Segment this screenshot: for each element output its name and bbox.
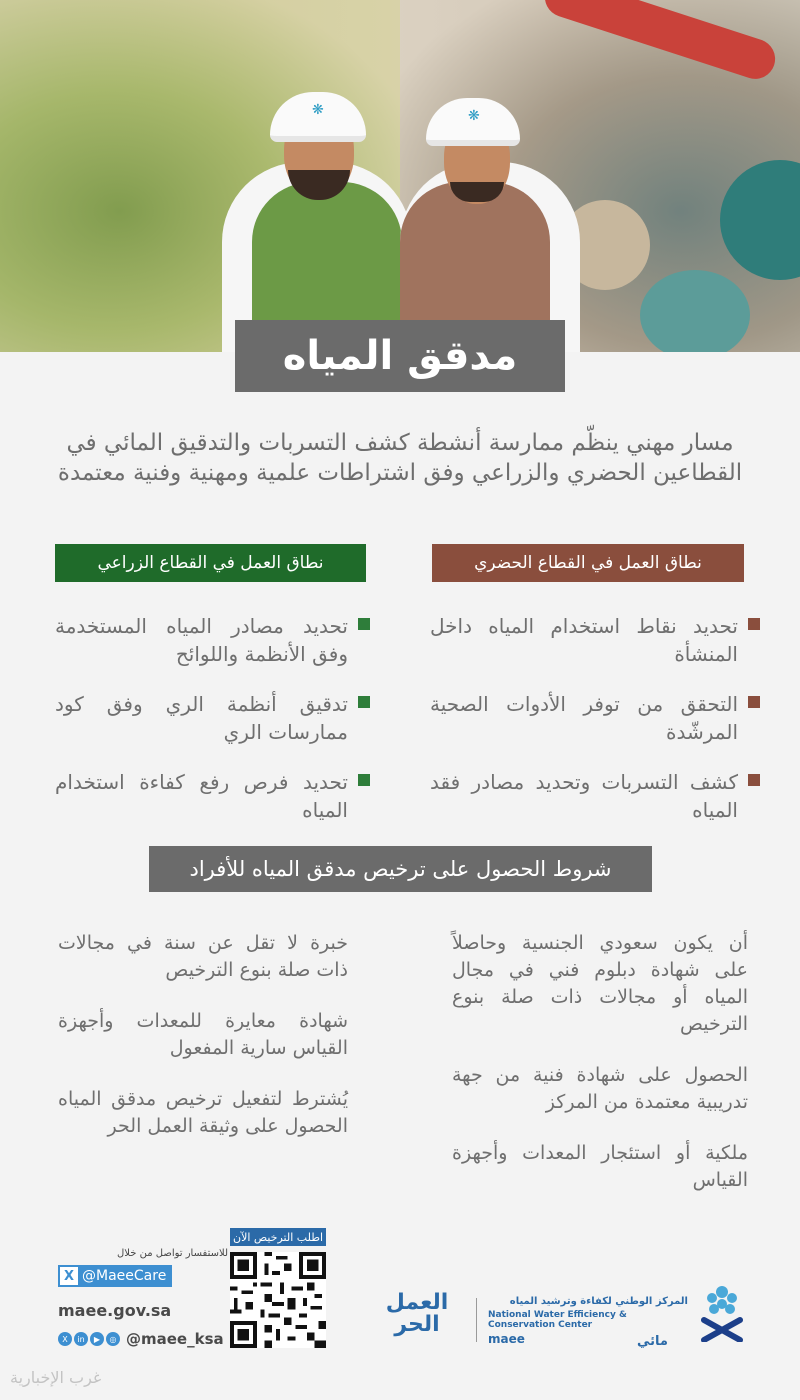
bullet-icon [748, 618, 760, 630]
center-name-ar: المركز الوطني لكفاءة وترشيد المياه [509, 1296, 688, 1307]
list-item: يُشترط لتفعيل ترخيص مدقق المياه الحصول على وثيقة العمل الحر [58, 1088, 348, 1137]
list-item: أن يكون سعودي الجنسية وحاصلاً على شهادة دبلوم فني في مجال المياه أو مجالات ذات صلة بنوع الترخيص [452, 932, 748, 1035]
bullet-icon [748, 696, 760, 708]
conditions-list-left [58, 930, 348, 1164]
maee-emblem-icon [698, 1282, 746, 1342]
bullet-icon [358, 696, 370, 708]
water-drop-logo-icon: ❋ [312, 102, 324, 118]
worker-green-vest [222, 52, 412, 352]
list-item: شهادة معايرة للمعدات وأجهزة القياس سارية المفعول [58, 1010, 348, 1059]
logo-divider [476, 1298, 477, 1342]
list-item: كشف التسربات وتحديد مصادر فقد المياه [430, 768, 760, 824]
youtube-icon[interactable]: ▶ [90, 1332, 104, 1346]
agri-scope-list [55, 612, 370, 846]
qr-label: اطلب الترخيص الآن [230, 1228, 326, 1246]
center-name-en: National Water Efficiency & Conservation Center [488, 1310, 627, 1330]
intro-text: مسار مهني ينظّم ممارسة أنشطة كشف التسربات والتدقيق المائي في القطاعين الحضري والزراعي وفق اشتراطات علمية ومهنية وفنية معتمدة [57, 430, 743, 486]
x-icon: X [60, 1267, 78, 1285]
instagram-icon[interactable]: ◎ [106, 1332, 120, 1346]
list-item: تحديد مصادر المياه المستخدمة وفق الأنظمة واللوائح [55, 612, 370, 668]
freelance-logo: العمل الحر [385, 1290, 449, 1337]
urban-scope-list [430, 612, 760, 846]
list-item: تدقيق أنظمة الري وفق كود ممارسات الري [55, 690, 370, 746]
conditions-header: شروط الحصول على ترخيص مدقق المياه للأفراد [149, 846, 652, 892]
page-title: مدقق المياه [235, 320, 565, 392]
care-handle: @MaeeCare [82, 1268, 167, 1284]
bullet-icon [358, 774, 370, 786]
social-links [58, 1330, 228, 1348]
contact-block [58, 1248, 228, 1348]
linkedin-icon[interactable]: in [74, 1332, 88, 1346]
list-item: ملكية أو استئجار المعدات وأجهزة القياس [452, 1142, 748, 1191]
care-twitter-link[interactable] [58, 1265, 172, 1287]
list-item: تحديد نقاط استخدام المياه داخل المنشأة [430, 612, 760, 668]
agri-scope-header: نطاق العمل في القطاع الزراعي [55, 544, 366, 582]
list-item: تحديد فرص رفع كفاءة استخدام المياه [55, 768, 370, 824]
qr-code-icon[interactable] [230, 1252, 326, 1348]
x-icon[interactable]: X [58, 1332, 72, 1346]
center-short-en: maee [488, 1332, 525, 1346]
social-handle[interactable]: @maee_ksa [126, 1330, 224, 1348]
urban-scope-header: نطاق العمل في القطاع الحضري [432, 544, 744, 582]
bullet-icon [748, 774, 760, 786]
list-item: الحصول على شهادة فنية من جهة تدريبية معتمدة من المركز [452, 1064, 748, 1113]
website-link[interactable]: maee.gov.sa [58, 1301, 172, 1320]
list-item: التحقق من توفر الأدوات الصحية المرشّدة [430, 690, 760, 746]
hero-image [0, 0, 800, 352]
water-drop-logo-icon: ❋ [468, 108, 480, 124]
bullet-icon [358, 618, 370, 630]
teal-pipe [640, 270, 750, 352]
footer-logos [372, 1290, 752, 1350]
conditions-list-right [452, 930, 748, 1218]
worker-brown-vest [400, 52, 580, 352]
list-item: خبرة لا تقل عن سنة في مجالات ذات صلة بنوع الترخيص [58, 932, 348, 981]
watermark: غرب الإخبارية [10, 1368, 102, 1387]
contact-label: للاستفسار تواصل من خلال [117, 1248, 228, 1259]
center-short-ar: مائي [637, 1334, 668, 1349]
